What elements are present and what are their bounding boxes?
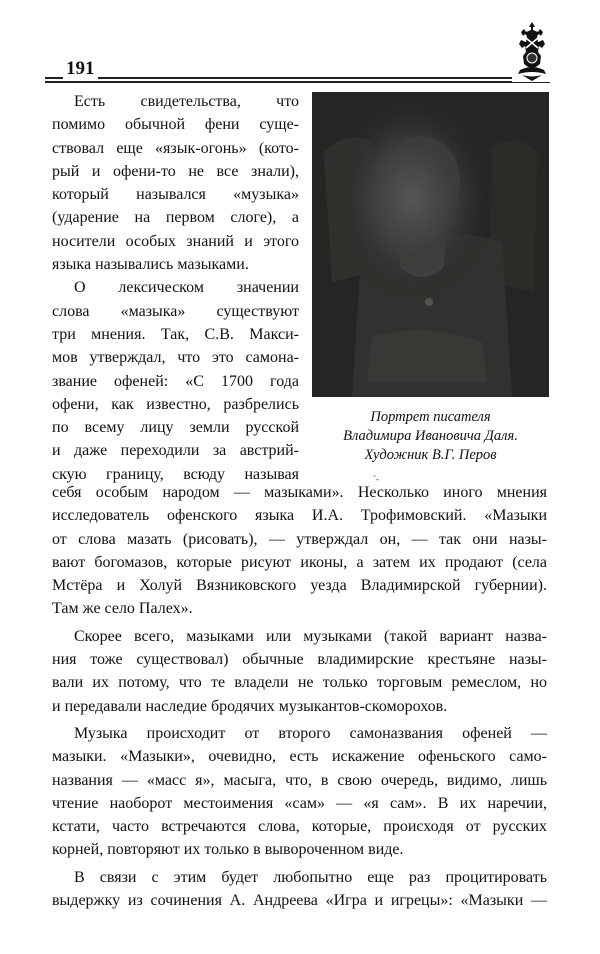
paragraph-cont — [52, 300, 299, 486]
header-rule-top — [45, 77, 550, 79]
text-line: ствовал еще «язык-огонь» (кото- — [52, 139, 299, 157]
text-line: Там же село Палех». — [52, 600, 193, 618]
paragraph-cont — [52, 113, 299, 276]
paragraph-cont — [52, 889, 547, 912]
paragraph-cont — [52, 745, 547, 861]
text-line: носители особых знаний и этого — [52, 232, 299, 250]
paragraph — [52, 276, 299, 299]
text-line: и даже переходили за австрий- — [52, 442, 299, 460]
text-line: Музыка происходит от второго самоназвания офеней — — [74, 724, 547, 742]
page-number: 191 — [63, 58, 98, 80]
text-line: выдержку из сочинения А. Андреева «Игра и игрецы»: «Мазыки — — [52, 892, 547, 910]
text-line: вали их потому, что те владели не только торговым ремеслом, но — [52, 674, 547, 692]
header-rule-bottom — [45, 81, 550, 83]
text-line: себя особым народом — мазыками». Несколько иного мнения — [52, 484, 547, 501]
full-width-text — [52, 481, 547, 912]
text-line: корней, повторяют их только в вывороченном виде. — [52, 841, 404, 859]
heraldic-ornament-icon — [512, 20, 552, 82]
text-line: (ударение на первом слоге), а — [52, 209, 299, 227]
text-line: скую границу, всюду называя — [52, 465, 299, 483]
text-line: который назывался «музыка» — [52, 186, 299, 204]
text-line: три мнения. Так, С.В. Макси- — [52, 325, 299, 343]
running-header — [45, 58, 550, 84]
text-line: по всему лицу земли русской — [52, 419, 299, 437]
caption-line: Художник В.Г. Перов — [364, 447, 497, 463]
text-line: языка назывались мазыками. — [52, 256, 249, 274]
text-line: мазыки. «Мазыки», очевидно, есть искажение офеньского само- — [52, 748, 547, 766]
text-line: кстати, часто встречаются слова, которые, происходя от русских — [52, 818, 547, 836]
text-line: ния тоже существовал) обычные владимирские крестьяне назы- — [52, 651, 547, 669]
text-line: от слова мазать (рисовать), — утверждал он, — так они назы- — [52, 530, 547, 548]
text-line: Есть свидетельства, что — [74, 93, 299, 110]
text-line: и передавали наследие бродячих музыкантов-скоморохов. — [52, 697, 448, 715]
paragraph — [52, 90, 299, 113]
paragraph — [52, 625, 547, 648]
text-line: рый и офени-то не все знали), — [52, 162, 299, 180]
portrait-image — [312, 92, 549, 397]
caption-line: Владимира Ивановича Даля. — [343, 428, 518, 444]
text-line: Мстёра и Холуй Вязниковского уезда Владимирской губернии). — [52, 577, 547, 595]
paragraph-cont — [52, 481, 547, 621]
portrait-figure — [312, 92, 549, 397]
text-line: Скорее всего, мазыками или музыками (такой вариант назва- — [74, 627, 547, 645]
text-line: чтение наоборот местоимения «сам» — «я сам». В их наречии, — [52, 794, 547, 812]
text-line: помимо обычной фени суще- — [52, 116, 299, 134]
text-line: звание офеней: «С 1700 года — [52, 372, 299, 390]
paragraph-cont — [52, 648, 547, 718]
text-line: В связи с этим будет любопытно еще раз процитировать — [74, 868, 547, 886]
text-line: названия — «масс я», масыга, что, в свою очередь, видимо, лишь — [52, 771, 547, 789]
text-line: О лексическом значении — [74, 279, 299, 297]
print-artifact: ˘- — [373, 474, 379, 484]
text-line: мов утверждал, что это самона- — [52, 349, 299, 367]
figure-caption — [302, 408, 559, 465]
text-line: вают богомазов, которые рисуют иконы, а затем их продают (села — [52, 553, 547, 571]
text-line: слова «мазыка» существуют — [52, 302, 299, 320]
column-text — [52, 90, 299, 486]
text-line: офени, как известно, разбрелись — [52, 395, 299, 413]
caption-line: Портрет писателя — [370, 409, 491, 425]
text-line: исследователь офенского языка И.А. Трофимовский. «Мазыки — [52, 507, 547, 525]
paragraph — [52, 722, 547, 745]
paragraph — [52, 866, 547, 889]
